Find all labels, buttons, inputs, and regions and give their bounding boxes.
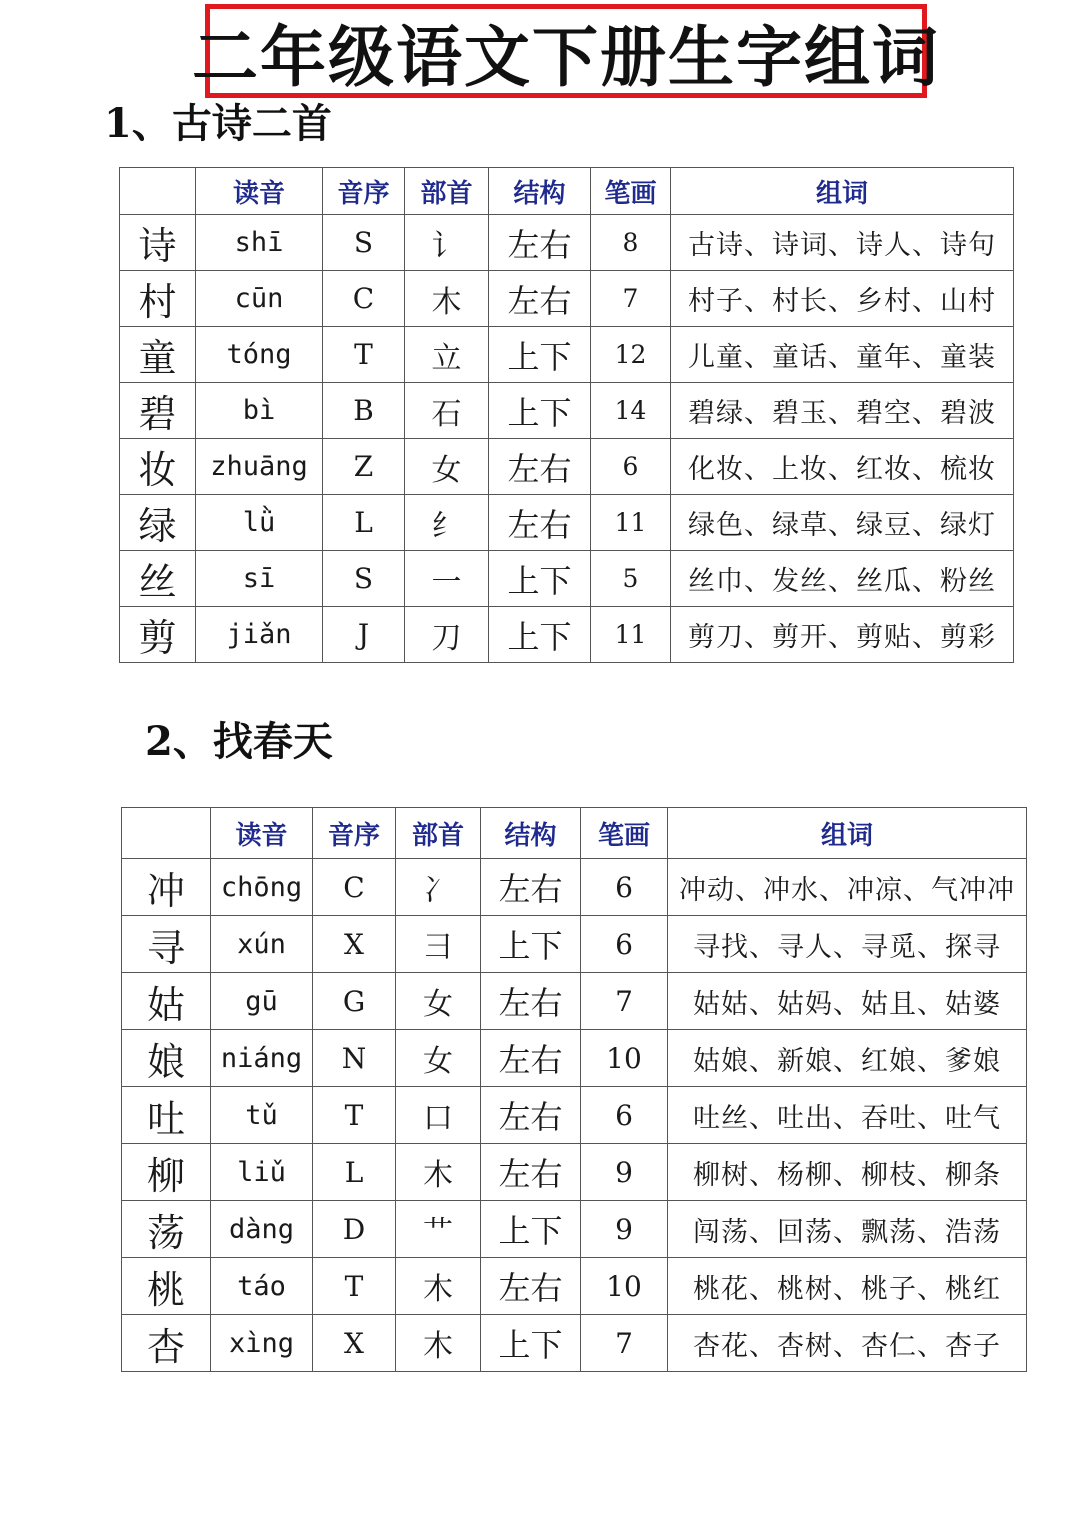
words-cell: 村子、村长、乡村、山村 (671, 271, 1014, 327)
radical-cell: 木 (396, 1315, 481, 1372)
char-cell: 村 (120, 271, 196, 327)
table-row (120, 271, 1014, 327)
pinyin-cell: gū (211, 973, 313, 1030)
char-cell: 荡 (122, 1201, 211, 1258)
words-cell: 杏花、杏树、杏仁、杏子 (668, 1315, 1027, 1372)
char-cell: 冲 (122, 859, 211, 916)
strokes-cell: 7 (581, 973, 668, 1030)
radical-cell: 木 (396, 1144, 481, 1201)
table-row (120, 551, 1014, 607)
words-cell: 化妆、上妆、红妆、梳妆 (671, 439, 1014, 495)
radical-cell: 冫 (396, 859, 481, 916)
strokes-cell: 11 (591, 495, 671, 551)
pinyin-cell: cūn (196, 271, 323, 327)
structure-cell: 左右 (481, 1258, 581, 1315)
structure-cell: 左右 (481, 1087, 581, 1144)
char-table-2 (121, 807, 1027, 1372)
initial-cell: N (313, 1030, 396, 1087)
header-structure: 结构 (489, 168, 591, 215)
structure-cell: 左右 (489, 271, 591, 327)
initial-cell: T (323, 327, 405, 383)
words-cell: 绿色、绿草、绿豆、绿灯 (671, 495, 1014, 551)
table-row (120, 327, 1014, 383)
pinyin-cell: liǔ (211, 1144, 313, 1201)
char-cell: 妆 (120, 439, 196, 495)
char-cell: 姑 (122, 973, 211, 1030)
radical-cell: 女 (405, 439, 489, 495)
char-cell: 碧 (120, 383, 196, 439)
strokes-cell: 10 (581, 1030, 668, 1087)
strokes-cell: 9 (581, 1201, 668, 1258)
radical-cell: 女 (396, 1030, 481, 1087)
table-row (120, 439, 1014, 495)
strokes-cell: 6 (581, 1087, 668, 1144)
strokes-cell: 11 (591, 607, 671, 663)
initial-cell: J (323, 607, 405, 663)
initial-cell: Z (323, 439, 405, 495)
header-radical: 部首 (396, 808, 481, 859)
page-title: 二年级语文下册生字组词 (192, 18, 940, 96)
table-row (120, 607, 1014, 663)
pinyin-cell: shī (196, 215, 323, 271)
header-strokes: 笔画 (581, 808, 668, 859)
initial-cell: T (313, 1258, 396, 1315)
words-cell: 吐丝、吐出、吞吐、吐气 (668, 1087, 1027, 1144)
char-cell: 寻 (122, 916, 211, 973)
words-cell: 剪刀、剪开、剪贴、剪彩 (671, 607, 1014, 663)
table-row (122, 1030, 1027, 1087)
pinyin-cell: tǔ (211, 1087, 313, 1144)
strokes-cell: 5 (591, 551, 671, 607)
strokes-cell: 8 (591, 215, 671, 271)
char-cell: 绿 (120, 495, 196, 551)
pinyin-cell: chōng (211, 859, 313, 916)
words-cell: 姑姑、姑妈、姑且、姑婆 (668, 973, 1027, 1030)
words-cell: 古诗、诗词、诗人、诗句 (671, 215, 1014, 271)
section-title-1: 1、古诗二首 (104, 100, 332, 147)
char-cell: 丝 (120, 551, 196, 607)
structure-cell: 左右 (489, 495, 591, 551)
char-cell: 杏 (122, 1315, 211, 1372)
structure-cell: 左右 (489, 215, 591, 271)
table-row (120, 215, 1014, 271)
pinyin-cell: dàng (211, 1201, 313, 1258)
header-blank (122, 808, 211, 859)
words-cell: 寻找、寻人、寻觅、探寻 (668, 916, 1027, 973)
words-cell: 丝巾、发丝、丝瓜、粉丝 (671, 551, 1014, 607)
initial-cell: S (323, 551, 405, 607)
strokes-cell: 7 (591, 271, 671, 327)
initial-cell: X (313, 916, 396, 973)
words-cell: 姑娘、新娘、红娘、爹娘 (668, 1030, 1027, 1087)
header-radical: 部首 (405, 168, 489, 215)
strokes-cell: 9 (581, 1144, 668, 1201)
section-title-2: 2、找春天 (145, 718, 333, 765)
table-header-row (120, 168, 1014, 215)
structure-cell: 左右 (489, 439, 591, 495)
pinyin-cell: lǜ (196, 495, 323, 551)
initial-cell: L (313, 1144, 396, 1201)
radical-cell: 口 (396, 1087, 481, 1144)
initial-cell: X (313, 1315, 396, 1372)
initial-cell: C (323, 271, 405, 327)
initial-cell: T (313, 1087, 396, 1144)
char-cell: 剪 (120, 607, 196, 663)
structure-cell: 左右 (481, 1030, 581, 1087)
pinyin-cell: tóng (196, 327, 323, 383)
char-cell: 娘 (122, 1030, 211, 1087)
structure-cell: 左右 (481, 859, 581, 916)
char-cell: 桃 (122, 1258, 211, 1315)
table-row (122, 916, 1027, 973)
radical-cell: 一 (405, 551, 489, 607)
table-row (122, 973, 1027, 1030)
table-row (122, 1315, 1027, 1372)
pinyin-cell: xìng (211, 1315, 313, 1372)
pinyin-cell: bì (196, 383, 323, 439)
pinyin-cell: táo (211, 1258, 313, 1315)
words-cell: 桃花、桃树、桃子、桃红 (668, 1258, 1027, 1315)
initial-cell: C (313, 859, 396, 916)
structure-cell: 上下 (489, 607, 591, 663)
words-cell: 柳树、杨柳、柳枝、柳条 (668, 1144, 1027, 1201)
table-row (120, 383, 1014, 439)
radical-cell: 彐 (396, 916, 481, 973)
header-pinyin: 读音 (211, 808, 313, 859)
structure-cell: 上下 (481, 1315, 581, 1372)
header-words: 组词 (668, 808, 1027, 859)
strokes-cell: 6 (591, 439, 671, 495)
radical-cell: 立 (405, 327, 489, 383)
table-row (122, 1258, 1027, 1315)
char-table-1 (119, 167, 1014, 663)
header-words: 组词 (671, 168, 1014, 215)
pinyin-cell: sī (196, 551, 323, 607)
radical-cell: 女 (396, 973, 481, 1030)
radical-cell: 木 (396, 1258, 481, 1315)
words-cell: 儿童、童话、童年、童装 (671, 327, 1014, 383)
radical-cell: 石 (405, 383, 489, 439)
radical-cell: 木 (405, 271, 489, 327)
char-cell: 童 (120, 327, 196, 383)
strokes-cell: 6 (581, 916, 668, 973)
header-initial: 音序 (323, 168, 405, 215)
strokes-cell: 14 (591, 383, 671, 439)
strokes-cell: 7 (581, 1315, 668, 1372)
header-strokes: 笔画 (591, 168, 671, 215)
table-row (122, 1201, 1027, 1258)
char-cell: 吐 (122, 1087, 211, 1144)
structure-cell: 上下 (481, 916, 581, 973)
structure-cell: 左右 (481, 973, 581, 1030)
initial-cell: B (323, 383, 405, 439)
char-cell: 柳 (122, 1144, 211, 1201)
radical-cell: 纟 (405, 495, 489, 551)
initial-cell: L (323, 495, 405, 551)
table-row (122, 859, 1027, 916)
pinyin-cell: xún (211, 916, 313, 973)
table-row (122, 1144, 1027, 1201)
table-row (120, 495, 1014, 551)
header-structure: 结构 (481, 808, 581, 859)
table-header-row (122, 808, 1027, 859)
header-initial: 音序 (313, 808, 396, 859)
structure-cell: 上下 (481, 1201, 581, 1258)
strokes-cell: 10 (581, 1258, 668, 1315)
radical-cell: 艹 (396, 1201, 481, 1258)
radical-cell: 讠 (405, 215, 489, 271)
structure-cell: 左右 (481, 1144, 581, 1201)
pinyin-cell: zhuāng (196, 439, 323, 495)
radical-cell: 刀 (405, 607, 489, 663)
structure-cell: 上下 (489, 327, 591, 383)
header-blank (120, 168, 196, 215)
initial-cell: D (313, 1201, 396, 1258)
words-cell: 闯荡、回荡、飘荡、浩荡 (668, 1201, 1027, 1258)
strokes-cell: 6 (581, 859, 668, 916)
strokes-cell: 12 (591, 327, 671, 383)
words-cell: 碧绿、碧玉、碧空、碧波 (671, 383, 1014, 439)
words-cell: 冲动、冲水、冲凉、气冲冲 (668, 859, 1027, 916)
pinyin-cell: jiǎn (196, 607, 323, 663)
structure-cell: 上下 (489, 551, 591, 607)
char-cell: 诗 (120, 215, 196, 271)
initial-cell: S (323, 215, 405, 271)
initial-cell: G (313, 973, 396, 1030)
structure-cell: 上下 (489, 383, 591, 439)
table-row (122, 1087, 1027, 1144)
header-pinyin: 读音 (196, 168, 323, 215)
page-title-box (192, 4, 940, 98)
pinyin-cell: niáng (211, 1030, 313, 1087)
